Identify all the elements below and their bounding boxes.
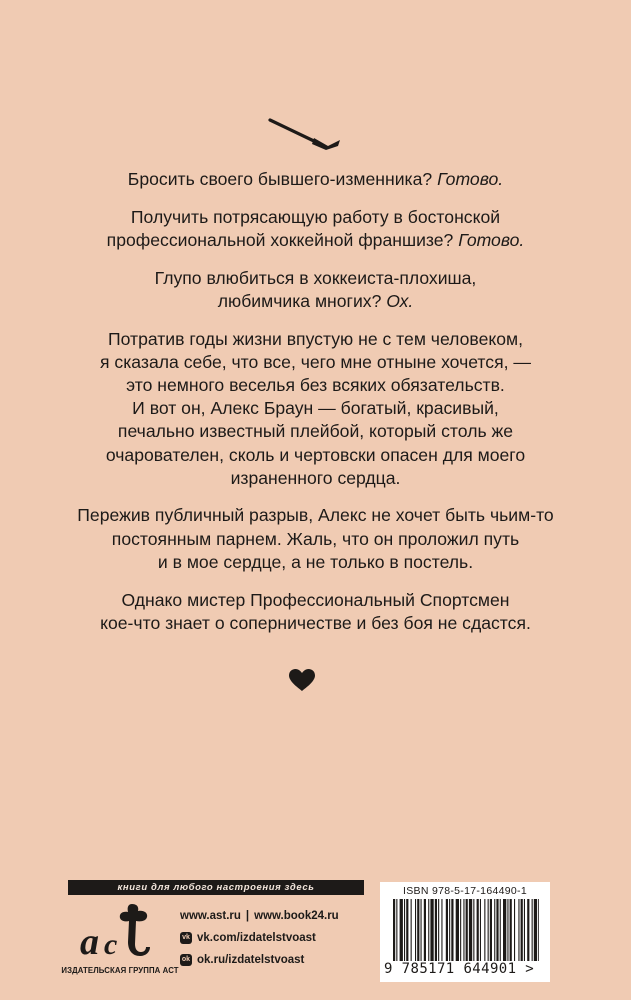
- barcode-bar: [430, 899, 433, 961]
- heart-icon: [288, 668, 316, 692]
- barcode-bar: [500, 899, 501, 961]
- isbn-number: ISBN 978-5-17-164490-1: [403, 885, 527, 897]
- barcode-bar: [435, 899, 437, 961]
- website-links-row: [180, 905, 339, 927]
- blurb-paragraph-1: Бросить своего бывшего-изменника? Готово.: [127, 169, 504, 189]
- barcode-bar: [446, 899, 448, 961]
- ok-link-row[interactable]: [180, 949, 339, 971]
- barcode-bar: [449, 899, 450, 961]
- vk-link-row[interactable]: [180, 927, 339, 949]
- barcode-bar: [507, 899, 508, 961]
- barcode-bar: [503, 899, 506, 961]
- logo-caption: ИЗДАТЕЛЬСКАЯ ГРУППА АСТ: [61, 966, 179, 975]
- slogan-strip: книги для любого настроения здесь: [68, 880, 364, 895]
- barcode-bar: [451, 899, 453, 961]
- ast-logo: [76, 900, 168, 966]
- barcode: [393, 899, 539, 961]
- barcode-bar: [477, 899, 479, 961]
- barcode-bar: [406, 899, 408, 961]
- barcode-bar: [421, 899, 422, 961]
- barcode-bar: [532, 899, 533, 961]
- barcode-bar: [524, 899, 525, 961]
- ok-icon: ok: [180, 954, 192, 966]
- barcode-bar: [534, 899, 537, 961]
- site-link-ast[interactable]: www.ast.ru: [180, 909, 241, 922]
- barcode-bar: [404, 899, 405, 961]
- barcode-bar: [490, 899, 492, 961]
- barcode-digits: 9 785171 644901 >: [384, 961, 535, 977]
- barcode-bar: [484, 899, 485, 961]
- barcode-bar: [494, 899, 495, 961]
- barcode-bar: [393, 899, 395, 961]
- barcode-bar: [400, 899, 403, 961]
- blurb-paragraph-2: Получить потрясающую работу в бостонской профессиональной хоккейной франшизе? Готово.: [106, 206, 525, 250]
- blurb-paragraph-5: Пережив публичный разрыв, Алекс не хочет быть чьим-то постоянным парнем. Жаль, что он проложил путь и в мое сердце, а не только в постель.: [77, 505, 554, 572]
- barcode-bar: [488, 899, 489, 961]
- barcode-bar: [417, 899, 419, 961]
- barcode-bar: [469, 899, 472, 961]
- barcode-bar: [527, 899, 529, 961]
- link-separator: |: [245, 909, 250, 922]
- barcode-bar: [441, 899, 442, 961]
- barcode-bar: [496, 899, 498, 961]
- barcode-bar: [518, 899, 519, 961]
- blurb-paragraph-4: Потратив годы жизни впустую не с тем человеком, я сказала себе, что все, чего мне отныне хочется, — это немного веселья без всяких обязательств. И вот он, Алекс Браун — богатый, красивый, печально известный плейбой, который столь же очарователен, сколь и чертовски опасен для моего израненного сердца.: [100, 328, 531, 488]
- vk-icon: vk: [180, 932, 192, 944]
- blurb-text: [60, 168, 571, 649]
- ok-link[interactable]: ok.ru/izdatelstvoast: [197, 953, 305, 966]
- barcode-box: [380, 882, 550, 982]
- barcode-bar: [424, 899, 426, 961]
- barcode-bar: [473, 899, 474, 961]
- barcode-bar: [463, 899, 464, 961]
- barcode-bar: [521, 899, 523, 961]
- svg-text:с: с: [104, 928, 118, 961]
- hockey-stick-icon: [268, 116, 342, 152]
- vk-link[interactable]: vk.com/izdatelstvoast: [197, 931, 316, 944]
- blurb-paragraph-3: Глупо влюбиться в хоккеиста-плохиша, любимчика многих? Ох.: [154, 267, 477, 311]
- barcode-bar: [428, 899, 429, 961]
- barcode-bar: [510, 899, 512, 961]
- barcode-bar: [438, 899, 439, 961]
- barcode-bar: [396, 899, 397, 961]
- svg-text:а: а: [80, 921, 99, 963]
- barcode-bar: [415, 899, 416, 961]
- barcode-bar: [456, 899, 459, 961]
- barcode-bar: [538, 899, 539, 961]
- blurb-paragraph-6: Однако мистер Профессиональный Спортсмен кое-что знает о соперничестве и без боя не сдастся.: [100, 589, 531, 633]
- barcode-bar: [460, 899, 461, 961]
- barcode-bar: [480, 899, 481, 961]
- barcode-bar: [411, 899, 412, 961]
- barcode-bar: [514, 899, 515, 961]
- site-link-book24[interactable]: www.book24.ru: [254, 909, 339, 922]
- barcode-bar: [466, 899, 468, 961]
- publisher-links: [180, 905, 339, 971]
